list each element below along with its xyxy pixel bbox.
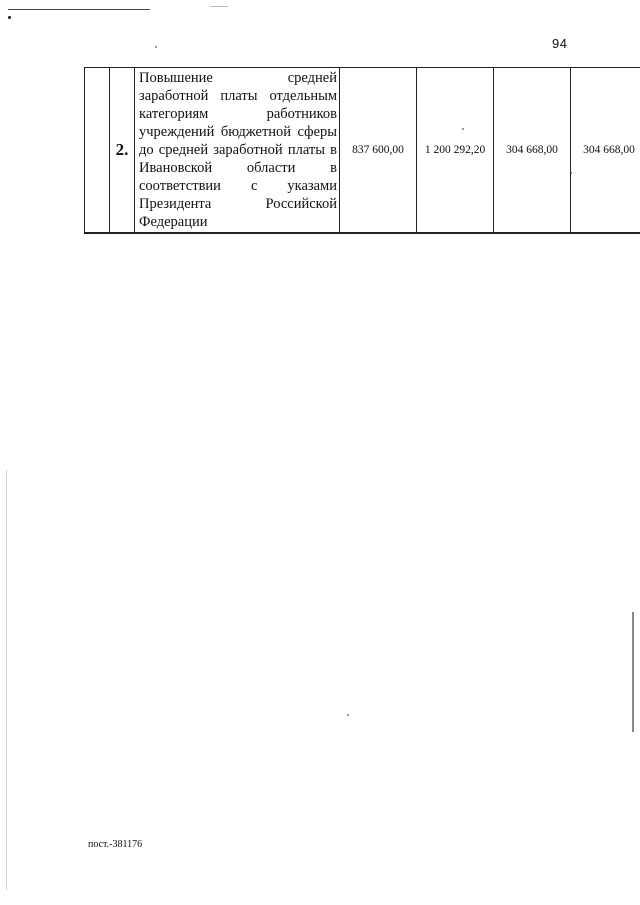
scan-left-edge xyxy=(6,470,7,890)
footer-code: пост.-381176 xyxy=(88,839,143,850)
scan-dot xyxy=(155,46,157,48)
scan-right-edge xyxy=(632,612,634,732)
table-cell-empty xyxy=(85,68,110,234)
scan-dash xyxy=(210,6,228,7)
row-number: 2. xyxy=(110,68,135,234)
amount-cell-3: 304 668,00 xyxy=(494,68,571,234)
amount-cell-1: 837 600,00 xyxy=(340,68,417,234)
page-number: 94 xyxy=(552,36,568,51)
scan-line xyxy=(8,9,150,10)
table-row xyxy=(85,68,640,234)
amount-cell-4: 304 668,00 xyxy=(571,68,640,234)
scan-dot xyxy=(347,714,349,716)
scan-mark xyxy=(8,16,11,19)
amount-cell-2: 1 200 292,20 xyxy=(417,68,494,234)
budget-table xyxy=(84,67,640,234)
row-description: Повышение средней заработной платы отдельным категориям работников учреждений бюджетной сферы до средней заработной платы в Ивановской области в соответствии с указами Президента Российской Федерации xyxy=(135,68,340,234)
